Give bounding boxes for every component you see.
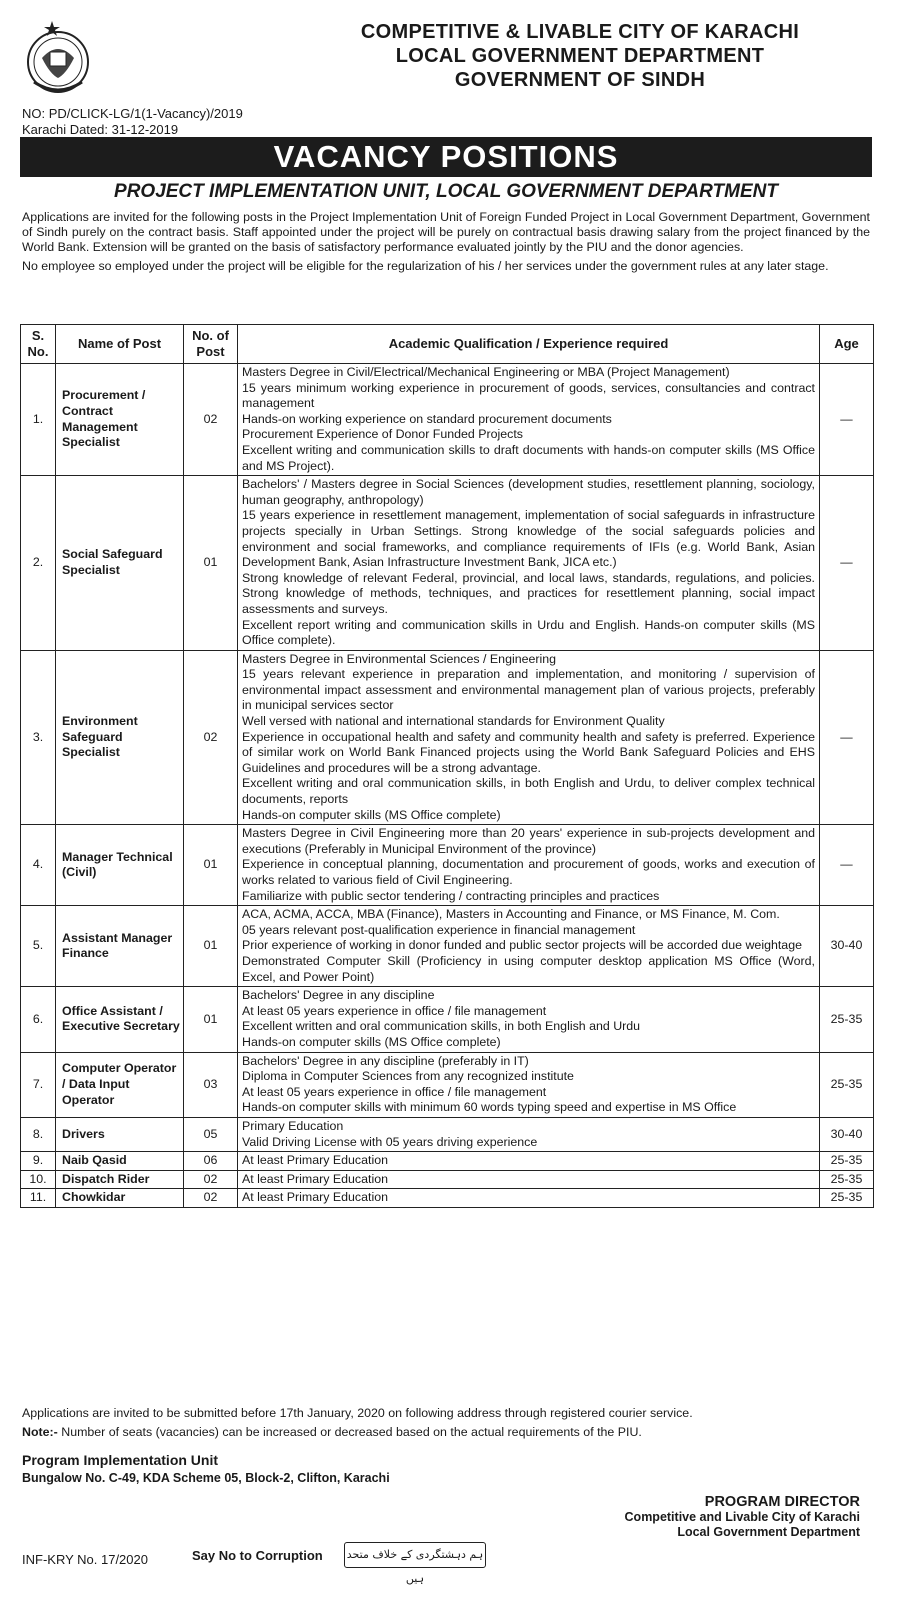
post-count: 06 <box>184 1152 238 1171</box>
header-num: No. of Post <box>184 325 238 364</box>
age-range: 25-35 <box>820 1152 874 1171</box>
qualification-line: 05 years relevant post-qualification experience in financial management <box>242 922 636 937</box>
qualification-line: Excellent report writing and communication skills in Urdu and English. Hands-on computer skills (MS Office complete). <box>242 617 815 648</box>
serial-number: 11. <box>21 1189 56 1208</box>
reference-number: NO: PD/CLICK-LG/1(1-Vacancy)/2019 <box>22 106 243 121</box>
say-no-to-corruption: Say No to Corruption <box>192 1548 323 1563</box>
director-block <box>560 1495 860 1540</box>
age-range: — <box>820 825 874 906</box>
qualification-line: 15 years relevant experience in preparation and implementation, and monitoring / supervision of environmental impact assessment and environmental management plan of various projects, preferably in municipal services sector <box>242 667 815 713</box>
post-name: Environment Safeguard Specialist <box>56 650 184 825</box>
serial-number: 7. <box>21 1052 56 1117</box>
qualification-line: Excellent writing and communication skills to draft documents with hands-on computer skills (MS Office and MS Project). <box>242 442 815 473</box>
vacancy-table <box>20 324 874 1208</box>
intro-paragraph-1: Applications are invited for the following posts in the Project Implementation Unit of Foreign Funded Project in Local Government Department, Government of Sindh purely on the contract basis. Staff appointed under the project will be purely on contractual basis drawing salary from the project financed by the World Bank. Extension will be granted on the basis of satisfactory performance evaluated jointly by the PIU and the donor agencies. <box>22 210 870 254</box>
qualification-line: At least Primary Education <box>242 1171 388 1186</box>
serial-number: 8. <box>21 1117 56 1151</box>
post-count: 05 <box>184 1117 238 1151</box>
header-post: Name of Post <box>56 325 184 364</box>
qualification-line: Experience in occupational health and safety and community health and safety is preferred. Experience of similar work on World Bank Financed projects using the World Bank Safeguard Policies and EHS Guidelines and procedures will be a strong advantage. <box>242 729 815 775</box>
qualification-cell <box>238 1117 820 1151</box>
age-range: 25-35 <box>820 1189 874 1208</box>
document-header <box>300 20 860 92</box>
table-row <box>21 364 874 476</box>
qualification-line: Excellent writing and oral communication skills, in both English and Urdu, to deliver complex technical documents, reports <box>242 776 815 807</box>
qualification-line: Experience in conceptual planning, documentation and procurement of goods, works and execution of works related to various field of Civil Engineering. <box>242 857 815 887</box>
subtitle: PROJECT IMPLEMENTATION UNIT, LOCAL GOVERNMENT DEPARTMENT <box>114 181 778 202</box>
qualification-line: Bachelors' Degree in any discipline (preferably in IT) <box>242 1053 529 1068</box>
qualification-line: Well versed with national and international standards for Environment Quality <box>242 714 665 729</box>
qualification-line: ACA, ACMA, ACCA, MBA (Finance), Masters in Accounting and Finance, or MS Finance, M. Com. <box>242 907 780 922</box>
qualification-line: Familiarize with public sector tendering / contracting principles and practices <box>242 888 660 903</box>
table-row <box>21 1189 874 1208</box>
director-line-2: Local Government Department <box>677 1525 860 1539</box>
age-range: 25-35 <box>820 987 874 1052</box>
qualification-cell <box>238 1052 820 1117</box>
table-row <box>21 825 874 906</box>
qualification-cell <box>238 364 820 476</box>
vacancy-banner: VACANCY POSITIONS <box>20 137 872 177</box>
qualification-line: Primary Education <box>242 1118 344 1133</box>
qualification-line: Masters Degree in Civil Engineering more than 20 years' experience in sub-projects development and executions (Preferably in Municipal Environment of the province) <box>242 826 815 856</box>
header-line-2: LOCAL GOVERNMENT DEPARTMENT <box>395 45 765 67</box>
post-name: Assistant Manager Finance <box>56 906 184 987</box>
age-range: 30-40 <box>820 1117 874 1151</box>
reference-block <box>22 106 243 138</box>
age-range: — <box>820 364 874 476</box>
table-row <box>21 1117 874 1151</box>
piu-title: Program Implementation Unit <box>22 1452 219 1468</box>
apply-deadline-text: Applications are invited to be submitted before 17th January, 2020 on following address through registered courier service. <box>22 1406 693 1420</box>
post-name: Chowkidar <box>56 1189 184 1208</box>
serial-number: 6. <box>21 987 56 1052</box>
qualification-line: Masters Degree in Civil/Electrical/Mechanical Engineering or MBA (Project Management) <box>242 365 730 379</box>
qualification-line: Prior experience of working in donor funded and public sector projects will be accorded due weightage <box>242 938 802 953</box>
serial-number: 10. <box>21 1170 56 1189</box>
qualification-line: Strong knowledge of relevant Federal, provincial, and local laws, standards, regulations, and policies. Strong knowledge of methods, techniques, and practices for resettlement planning, social impact assessments and surveys. <box>242 570 815 616</box>
serial-number: 3. <box>21 650 56 825</box>
header-age: Age <box>820 325 874 364</box>
note-line <box>22 1425 870 1440</box>
qualification-cell <box>238 1152 820 1171</box>
qualification-line: Hands-on working experience on standard procurement documents <box>242 411 612 426</box>
table-row <box>21 906 874 987</box>
table-row <box>21 476 874 651</box>
qualification-cell <box>238 476 820 651</box>
qualification-line: Bachelors' Degree in any discipline <box>242 988 435 1003</box>
header-sno: S. No. <box>21 325 56 364</box>
director-title: PROGRAM DIRECTOR <box>704 1494 860 1510</box>
age-range: 25-35 <box>820 1170 874 1189</box>
post-count: 01 <box>184 825 238 906</box>
reference-date: Karachi Dated: 31-12-2019 <box>22 122 179 137</box>
table-row <box>21 650 874 825</box>
qualification-line: 15 years experience in resettlement management, implementation of social safeguards in infrastructure projects specially in Urban Settings. Strong knowledge of the social safeguards policies and environment and social frameworks, and compliance requirements of IFIs (e.g. World Bank, Asian Development Bank, Asian Infrastructure Investment Bank, JICA etc.) <box>242 508 815 570</box>
age-range: — <box>820 476 874 651</box>
serial-number: 9. <box>21 1152 56 1171</box>
qualification-line: Bachelors' / Masters degree in Social Sciences (development studies, resettlement planning, sociology, human geography, anthropology) <box>242 477 815 507</box>
qualification-line: Demonstrated Computer Skill (Proficiency in using computer desktop application MS Office (Word, Excel, and Power Point) <box>242 953 815 984</box>
qualification-line: Masters Degree in Environmental Sciences / Engineering <box>242 651 557 666</box>
post-name: Computer Operator / Data Input Operator <box>56 1052 184 1117</box>
post-count: 02 <box>184 364 238 476</box>
qualification-line: Hands-on computer skills (MS Office complete) <box>242 1034 501 1049</box>
table-row <box>21 987 874 1052</box>
post-name: Naib Qasid <box>56 1152 184 1171</box>
age-range: 30-40 <box>820 906 874 987</box>
post-name: Procurement / Contract Management Specialist <box>56 364 184 476</box>
post-name: Dispatch Rider <box>56 1170 184 1189</box>
post-count: 02 <box>184 650 238 825</box>
qualification-line: At least 05 years experience in office / file management <box>242 1084 547 1099</box>
qualification-line: At least Primary Education <box>242 1153 388 1168</box>
qualification-line: Excellent written and oral communication skills, in both English and Urdu <box>242 1019 641 1034</box>
post-name: Drivers <box>56 1117 184 1151</box>
qualification-cell <box>238 825 820 906</box>
qualification-line: At least Primary Education <box>242 1190 388 1205</box>
qualification-line: At least 05 years experience in office / file management <box>242 1003 547 1018</box>
serial-number: 4. <box>21 825 56 906</box>
table-row <box>21 1152 874 1171</box>
inf-number: INF-KRY No. 17/2020 <box>22 1552 148 1567</box>
post-count: 01 <box>184 906 238 987</box>
intro-text <box>22 210 870 278</box>
qualification-line: Hands-on computer skills (MS Office complete) <box>242 807 501 822</box>
qualification-cell <box>238 1189 820 1208</box>
qualification-cell <box>238 906 820 987</box>
header-line-3: GOVERNMENT OF SINDH <box>454 69 706 91</box>
table-header-row <box>21 325 874 364</box>
qualification-cell <box>238 650 820 825</box>
qualification-line: Diploma in Computer Sciences from any recognized institute <box>242 1069 574 1084</box>
note-text: Number of seats (vacancies) can be increased or decreased based on the actual requirements of the PIU. <box>57 1425 642 1439</box>
director-line-1: Competitive and Livable City of Karachi <box>624 1510 860 1524</box>
serial-number: 2. <box>21 476 56 651</box>
post-count: 01 <box>184 987 238 1052</box>
footer-notes <box>22 1406 870 1444</box>
age-range: — <box>820 650 874 825</box>
piu-address: Bungalow No. C-49, KDA Scheme 05, Block-2, Clifton, Karachi <box>22 1471 390 1485</box>
qualification-line: 15 years minimum working experience in procurement of goods, services, consultancies and contract management <box>242 380 815 411</box>
header-qualification: Academic Qualification / Experience required <box>238 325 820 364</box>
post-name: Office Assistant / Executive Secretary <box>56 987 184 1052</box>
urdu-slogan: ہم دہشتگردی کے خلاف متحد ہیں <box>344 1542 486 1568</box>
post-name: Manager Technical (Civil) <box>56 825 184 906</box>
serial-number: 1. <box>21 364 56 476</box>
note-label: Note:- <box>22 1425 58 1439</box>
sindh-government-emblem-icon <box>22 18 94 96</box>
post-name: Social Safeguard Specialist <box>56 476 184 651</box>
table-row <box>21 1052 874 1117</box>
post-count: 02 <box>184 1170 238 1189</box>
age-range: 25-35 <box>820 1052 874 1117</box>
table-row <box>21 1170 874 1189</box>
qualification-line: Valid Driving License with 05 years driving experience <box>242 1134 538 1149</box>
qualification-line: Hands-on computer skills with minimum 60 words typing speed and expertise in MS Office <box>242 1100 737 1115</box>
header-line-1: COMPETITIVE & LIVABLE CITY OF KARACHI <box>360 21 800 43</box>
qualification-cell <box>238 1170 820 1189</box>
qualification-line: Procurement Experience of Donor Funded Projects <box>242 427 523 442</box>
intro-paragraph-2: No employee so employed under the project will be eligible for the regularization of his / her services under the government rules at any later stage. <box>22 259 829 273</box>
post-count: 01 <box>184 476 238 651</box>
serial-number: 5. <box>21 906 56 987</box>
post-count: 03 <box>184 1052 238 1117</box>
post-count: 02 <box>184 1189 238 1208</box>
qualification-cell <box>238 987 820 1052</box>
